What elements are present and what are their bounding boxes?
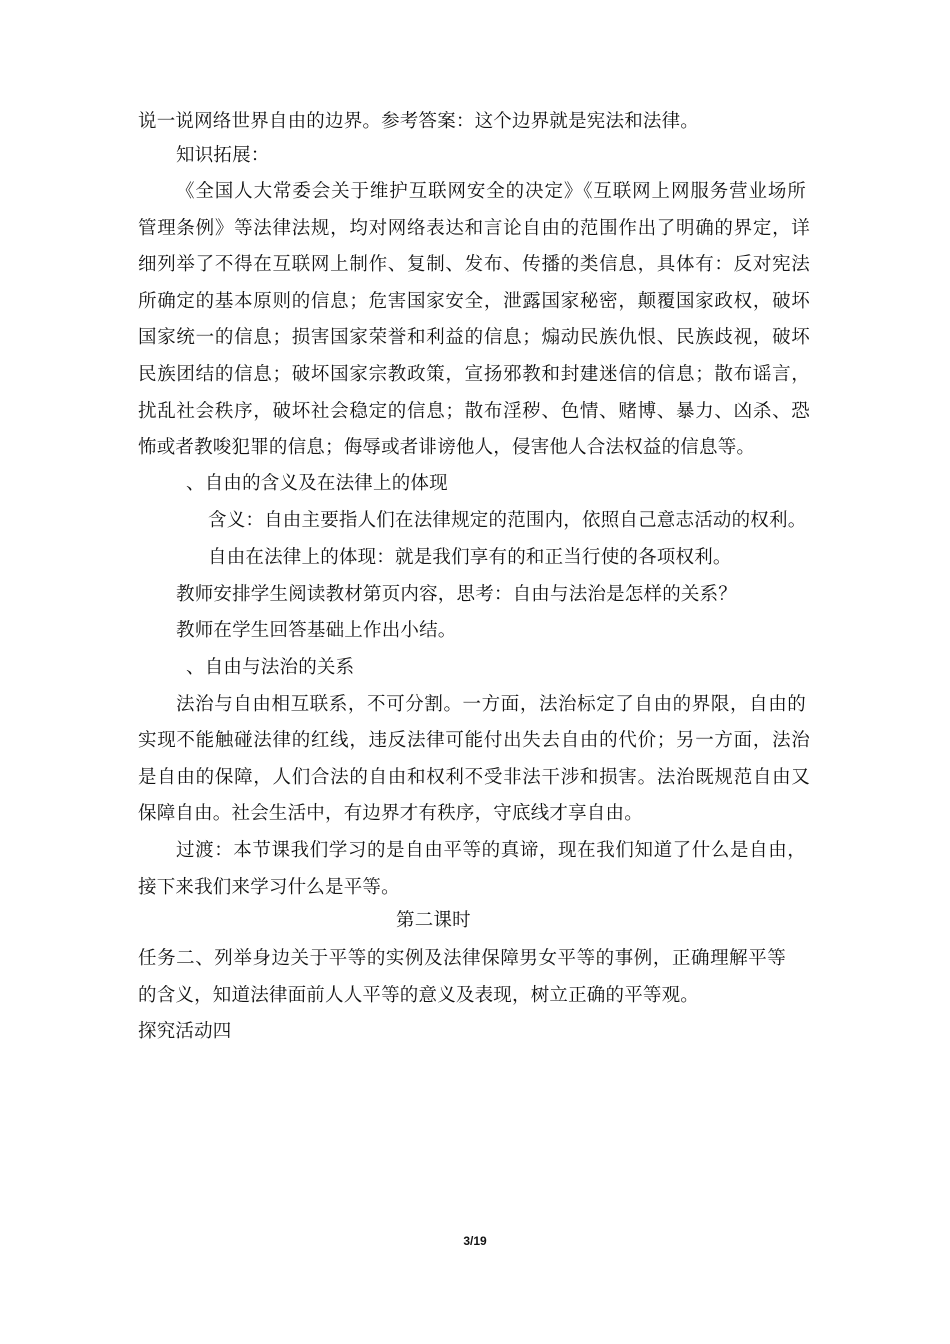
text-line: 含义：自由主要指人们在法律规定的范围内，依照自己意志活动的权利。 xyxy=(208,510,807,531)
text-line: 扰乱社会秩序，破坏社会稳定的信息；散布淫秽、色情、赌博、暴力、凶杀、恐 xyxy=(138,401,810,422)
text-line: 说一说网络世界自由的边界。参考答案：这个边界就是宪法和法律。 xyxy=(138,111,700,132)
text-line: 民族团结的信息；破坏国家宗教政策，宣扬邪教和封建迷信的信息；散布谣言， xyxy=(138,364,810,385)
text-line: 法治与自由相互联系，不可分割。一方面，法治标定了自由的界限，自由的 xyxy=(176,694,806,715)
page-number: 3/19 xyxy=(463,1234,487,1248)
section-label-knowledge-extension: 知识拓展： xyxy=(176,145,270,166)
text-line: 是自由的保障，人们合法的自由和权利不受非法干涉和损害。法治既规范自由又 xyxy=(138,767,810,788)
text-line: 国家统一的信息；损害国家荣誉和利益的信息；煽动民族仇恨、民族歧视，破坏 xyxy=(138,327,810,348)
section-heading: 、自由的含义及在法律上的体现 xyxy=(186,473,448,494)
text-line: 管理条例》等法律法规，均对网络表达和言论自由的范围作出了明确的界定，详 xyxy=(138,218,810,239)
text-line: 细列举了不得在互联网上制作、复制、发布、传播的类信息，具体有：反对宪法 xyxy=(138,254,810,275)
text-line: 接下来我们来学习什么是平等。 xyxy=(138,877,400,898)
text-line: 保障自由。社会生活中，有边界才有秩序，守底线才享自由。 xyxy=(138,803,643,824)
text-line: 自由在法律上的体现：就是我们享有的和正当行使的各项权利。 xyxy=(208,547,732,568)
lesson-heading: 第二课时 xyxy=(396,910,471,931)
text-line: 的含义，知道法律面前人人平等的意义及表现，树立正确的平等观。 xyxy=(138,985,700,1006)
activity-heading: 探究活动四 xyxy=(138,1021,232,1042)
text-line: 《全国人大常委会关于维护互联网安全的决定》《互联网上网服务营业场所 xyxy=(176,181,806,202)
text-line: 过渡：本节课我们学习的是自由平等的真谛，现在我们知道了什么是自由， xyxy=(176,840,806,861)
section-heading: 、自由与法治的关系 xyxy=(186,657,355,678)
task-heading: 任务二、列举身边关于平等的实例及法律保障男女平等的事例，正确理解平等 xyxy=(138,948,786,969)
text-line: 教师在学生回答基础上作出小结。 xyxy=(176,620,457,641)
text-line: 教师安排学生阅读教材第页内容，思考：自由与法治是怎样的关系？ xyxy=(176,584,738,605)
text-line: 实现不能触碰法律的红线，违反法律可能付出失去自由的代价；另一方面，法治 xyxy=(138,730,810,751)
text-line: 所确定的基本原则的信息；危害国家安全，泄露国家秘密，颠覆国家政权，破坏 xyxy=(138,291,810,312)
text-line: 怖或者教唆犯罪的信息；侮辱或者诽谤他人，侵害他人合法权益的信息等。 xyxy=(138,437,756,458)
